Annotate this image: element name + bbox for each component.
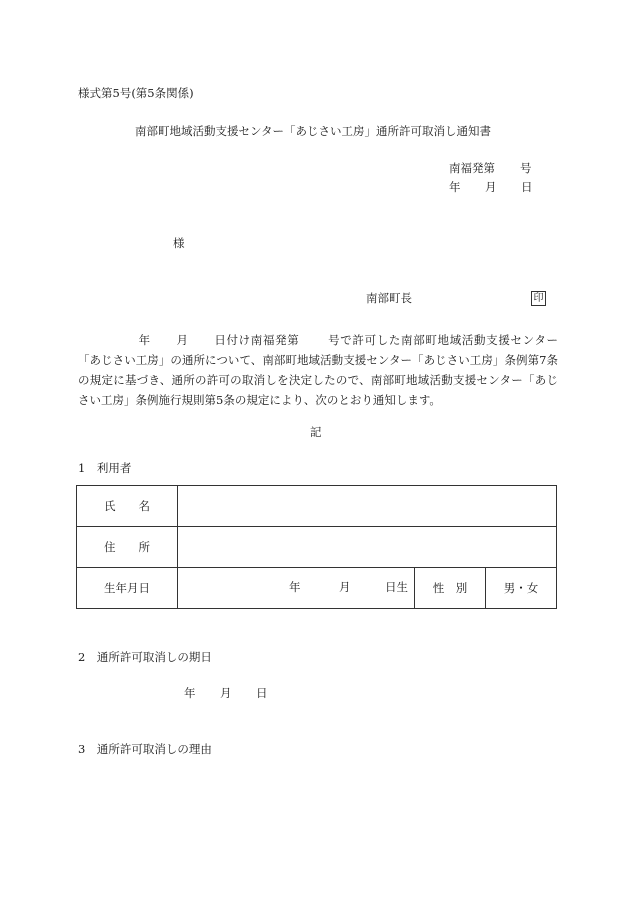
table-row	[77, 486, 557, 527]
birthdate-field[interactable]	[178, 568, 415, 609]
address-label: 住 所	[77, 527, 178, 568]
section1-heading: 1 利用者	[78, 461, 132, 475]
gender-options[interactable]: 男・女	[486, 568, 557, 609]
date-month-label: 月	[485, 180, 497, 194]
seal-mark: 印	[531, 291, 546, 306]
cancel-date-year-label: 年	[184, 686, 196, 700]
table-row	[77, 568, 557, 609]
body-text: 号で許可した南部町地域活動支援センター「あじさい工房」の通所について、南部町地域活動支援センター「あじさい工房」条例第7条の規定に基づき、通所の許可の取消しを決定したので、南部町地域活動支援センター「あじさい工房」条例施行規則第5条の規定により、次のとおり通知します。	[78, 333, 559, 407]
notice-body	[78, 330, 558, 410]
issuer-name: 南部町長	[366, 291, 412, 305]
ki-heading: 記	[310, 425, 322, 439]
body-dated-prefix: 日付け南福発第	[213, 333, 300, 347]
address-field[interactable]	[178, 527, 557, 568]
form-number: 様式第5号(第5条関係)	[78, 86, 194, 100]
section3-heading: 3 通所許可取消しの理由	[78, 742, 212, 756]
addressee-honorific: 様	[173, 236, 185, 250]
gender-label: 性 別	[415, 568, 486, 609]
birth-day-label: 日生	[385, 580, 408, 594]
reference-number-suffix: 号	[520, 161, 532, 175]
reference-number-prefix: 南福発第	[449, 161, 495, 175]
body-month-label: 月	[175, 333, 189, 347]
date-day-label: 日	[521, 180, 533, 194]
birth-year-label: 年	[289, 580, 301, 594]
body-year-label: 年	[138, 333, 151, 347]
name-label: 氏 名	[77, 486, 178, 527]
table-row	[77, 527, 557, 568]
birth-month-label: 月	[339, 580, 351, 594]
birthdate-label: 生年月日	[77, 568, 178, 609]
cancel-date-month-label: 月	[220, 686, 232, 700]
date-year-label: 年	[449, 180, 461, 194]
user-info-table	[76, 485, 557, 609]
name-field[interactable]	[178, 486, 557, 527]
cancel-date-day-label: 日	[256, 686, 268, 700]
section2-heading: 2 通所許可取消しの期日	[78, 650, 212, 664]
document-title: 南部町地域活動支援センター「あじさい工房」通所許可取消し通知書	[135, 124, 492, 138]
